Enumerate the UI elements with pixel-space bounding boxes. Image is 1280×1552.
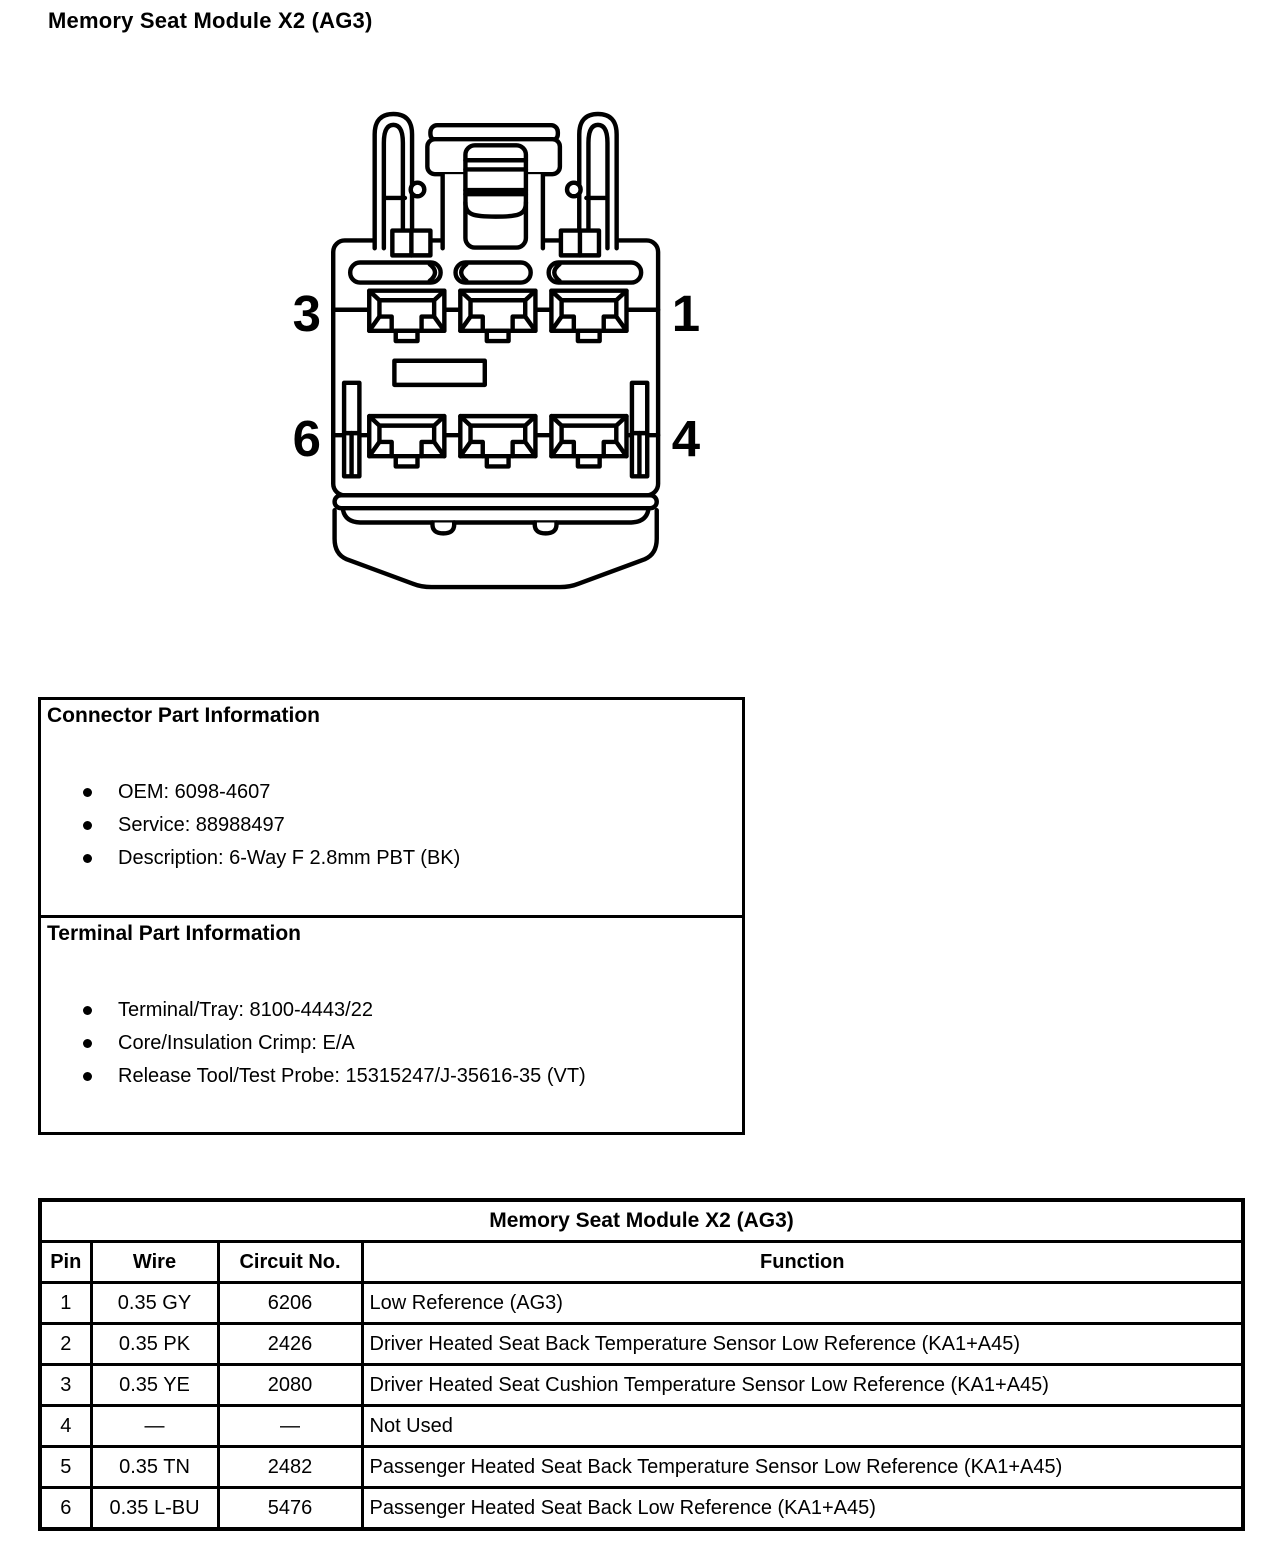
cell-wire: 0.35 L-BU	[91, 1488, 218, 1530]
list-item-text: OEM: 6098-4607	[118, 781, 271, 803]
table-row	[40, 1283, 1243, 1324]
center-keyway	[394, 361, 484, 385]
cell-circuit: —	[218, 1406, 362, 1447]
list-item	[41, 1027, 742, 1060]
oval-slots	[350, 263, 641, 283]
column-header-function: Function	[362, 1242, 1243, 1283]
cell-pin: 2	[40, 1324, 91, 1365]
bullet-icon	[83, 1039, 92, 1048]
cell-function: Low Reference (AG3)	[362, 1283, 1243, 1324]
pin-label-3: 3	[292, 284, 321, 342]
post-left	[375, 114, 425, 248]
cell-function: Driver Heated Seat Cushion Temperature Sensor Low Reference (KA1+A45)	[362, 1365, 1243, 1406]
bullet-icon	[83, 854, 92, 863]
list-item	[41, 1060, 742, 1093]
cell-pin: 3	[40, 1365, 91, 1406]
cell-circuit: 6206	[218, 1283, 362, 1324]
bullet-icon	[83, 1006, 92, 1015]
table-row	[40, 1324, 1243, 1365]
terminal-part-information-heading: Terminal Part Information	[47, 922, 301, 945]
table-row	[40, 1447, 1243, 1488]
column-header-wire: Wire	[91, 1242, 218, 1283]
table-title-row	[40, 1200, 1243, 1242]
table-row	[40, 1406, 1243, 1447]
pin-label-4: 4	[671, 410, 701, 468]
latch-assembly	[427, 125, 560, 248]
cell-wire: —	[91, 1406, 218, 1447]
cell-function: Not Used	[362, 1406, 1243, 1447]
cell-pin: 1	[40, 1283, 91, 1324]
connector-bottom-strip	[335, 495, 657, 508]
cell-pin: 6	[40, 1488, 91, 1530]
cell-circuit: 2426	[218, 1324, 362, 1365]
cell-function: Passenger Heated Seat Back Low Reference (KA1+A45)	[362, 1488, 1243, 1530]
terminal-part-information-section	[41, 915, 742, 1132]
cell-wire: 0.35 TN	[91, 1447, 218, 1488]
post-right	[567, 114, 617, 248]
connector-part-information-heading: Connector Part Information	[47, 704, 321, 727]
list-item-text: Service: 88988497	[118, 814, 285, 836]
list-item	[41, 994, 742, 1027]
table-row	[40, 1365, 1243, 1406]
pin-label-1: 1	[671, 284, 701, 342]
cell-circuit: 2080	[218, 1365, 362, 1406]
column-header-pin: Pin	[40, 1242, 91, 1283]
cell-circuit: 2482	[218, 1447, 362, 1488]
side-slot-right	[632, 383, 647, 476]
pin-label-6: 6	[292, 410, 321, 468]
table-header-row	[40, 1242, 1243, 1283]
cell-circuit: 5476	[218, 1488, 362, 1530]
list-item	[41, 842, 742, 875]
list-item	[41, 776, 742, 809]
cell-wire: 0.35 YE	[91, 1365, 218, 1406]
cell-wire: 0.35 PK	[91, 1324, 218, 1365]
connector-part-information-list	[41, 776, 742, 875]
bullet-icon	[83, 1072, 92, 1081]
list-item-text: Terminal/Tray: 8100-4443/22	[118, 999, 373, 1021]
list-item-text: Description: 6-Way F 2.8mm PBT (BK)	[118, 847, 461, 869]
table-title: Memory Seat Module X2 (AG3)	[40, 1200, 1243, 1242]
terminal-part-information-list	[41, 994, 742, 1093]
cell-pin: 5	[40, 1447, 91, 1488]
connector-part-information-section	[41, 700, 742, 915]
column-header-circuit: Circuit No.	[218, 1242, 362, 1283]
list-item	[41, 809, 742, 842]
connector-diagram	[287, 97, 705, 600]
list-item-text: Release Tool/Test Probe: 15315247/J-35616-35 (VT)	[118, 1065, 586, 1087]
list-item-text: Core/Insulation Crimp: E/A	[118, 1032, 355, 1054]
pinout-table	[38, 1198, 1245, 1531]
table-row	[40, 1488, 1243, 1530]
cell-pin: 4	[40, 1406, 91, 1447]
connector-drawing	[333, 114, 658, 587]
side-slot-left	[344, 383, 359, 476]
part-information-box	[38, 697, 745, 1135]
cell-function: Passenger Heated Seat Back Temperature Sensor Low Reference (KA1+A45)	[362, 1447, 1243, 1488]
page-title: Memory Seat Module X2 (AG3)	[48, 8, 373, 33]
cell-wire: 0.35 GY	[91, 1283, 218, 1324]
bullet-icon	[83, 821, 92, 830]
cell-function: Driver Heated Seat Back Temperature Sensor Low Reference (KA1+A45)	[362, 1324, 1243, 1365]
bullet-icon	[83, 788, 92, 797]
